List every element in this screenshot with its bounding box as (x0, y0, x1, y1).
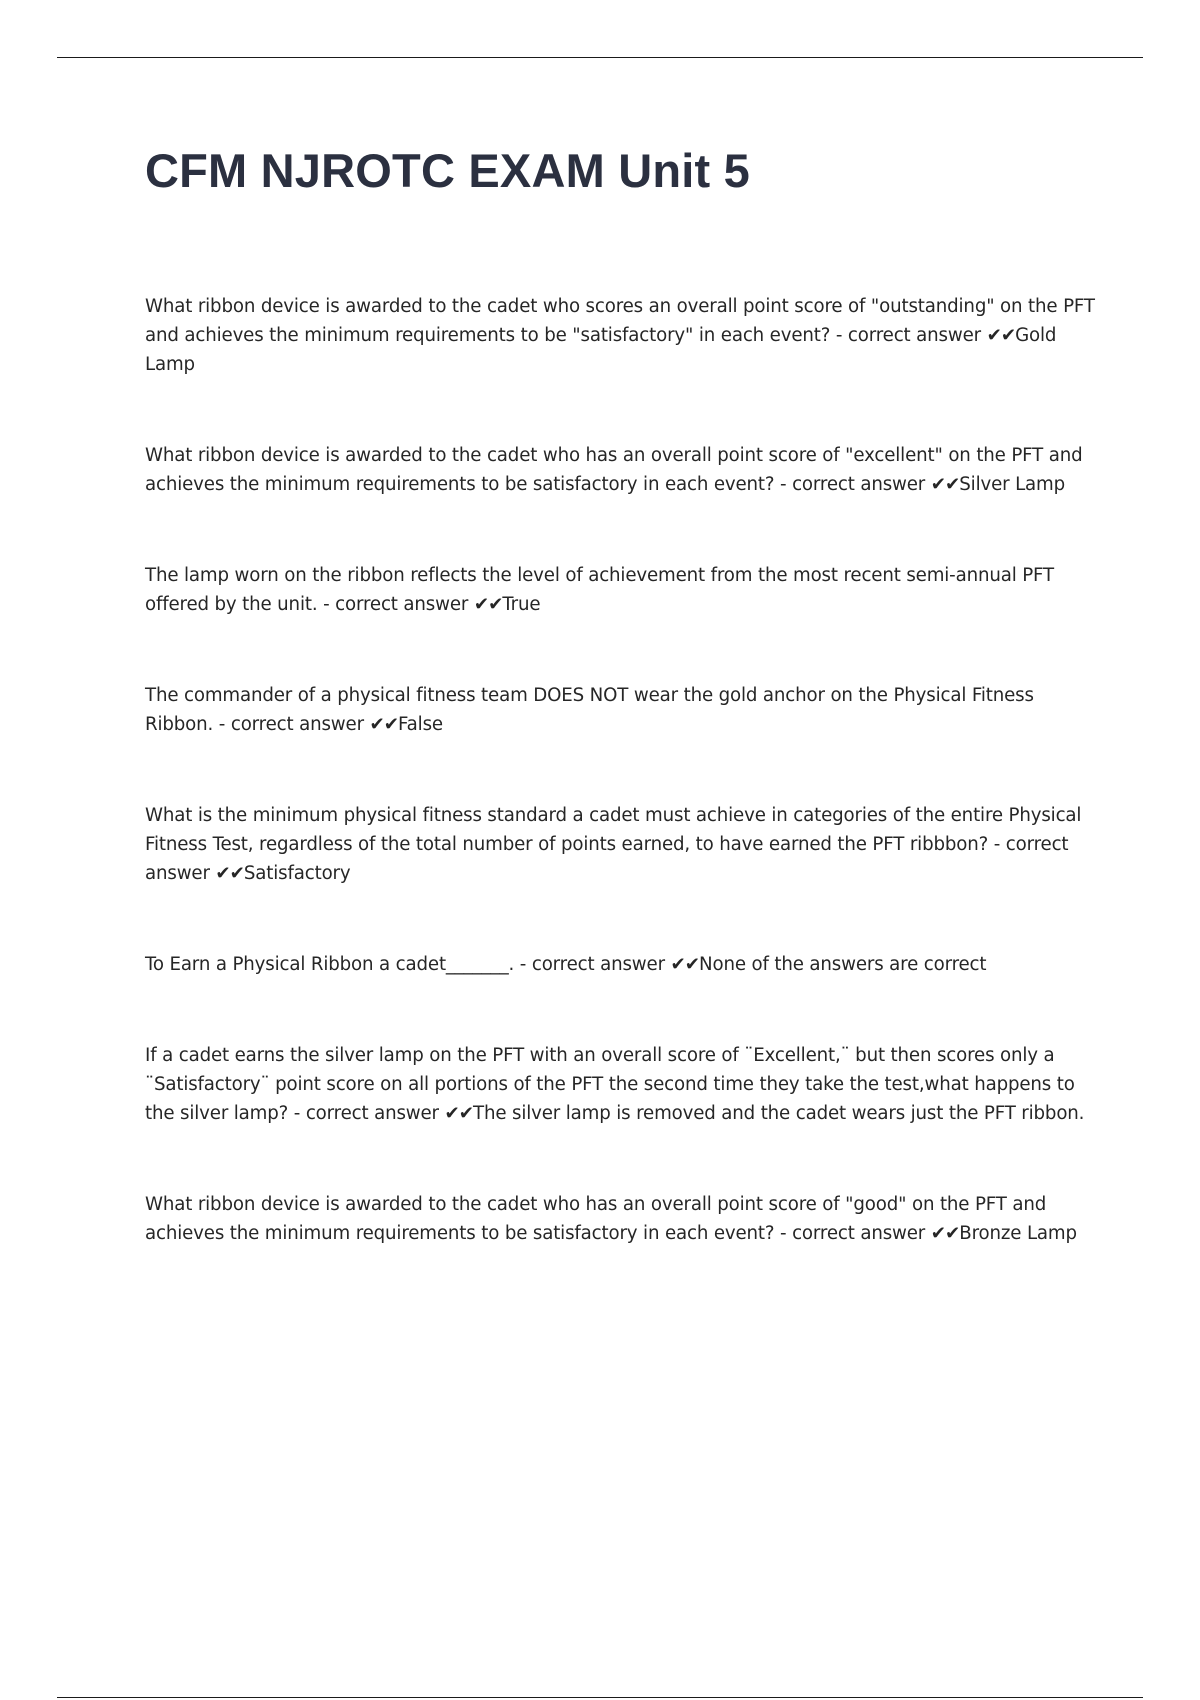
qa-item (145, 681, 1095, 739)
answer-separator: - correct answer (774, 474, 931, 495)
check-mark-icon: ✔✔ (930, 1223, 960, 1244)
answer-text: True (502, 594, 541, 615)
bottom-rule (57, 1697, 1143, 1698)
answer-text: Gold Lamp (145, 325, 1057, 375)
question-text: To Earn a Physical Ribbon a cadet_______. (145, 954, 515, 975)
check-mark-icon: ✔✔ (215, 863, 244, 884)
page-title: CFM NJROTC EXAM Unit 5 (145, 144, 750, 197)
question-text: What ribbon device is awarded to the cadet who has an overall point score of "good" on the PFT and achieves the minimum requirements to be satisfactory in each event? (145, 1194, 1047, 1244)
answer-separator: - correct answer (514, 954, 671, 975)
answer-separator: - correct answer (774, 1223, 931, 1244)
question-text: What ribbon device is awarded to the cadet who has an overall point score of "excellent" on the PFT and achieves the minimum requirements to be satisfactory in each event? (145, 445, 1083, 495)
check-mark-icon: ✔✔ (473, 594, 503, 615)
question-text: What is the minimum physical fitness standard a cadet must achieve in categories of the entire Physical Fitness Test, regardless of the total number of points earned, to have earned the PFT ribbbon? (145, 805, 1082, 855)
answer-text: The silver lamp is removed and the cadet wears just the PFT ribbon. (473, 1103, 1085, 1124)
answer-separator: - correct answer (830, 325, 987, 346)
answer-text: Bronze Lamp (959, 1223, 1077, 1244)
check-mark-icon: ✔✔ (930, 474, 960, 495)
qa-item (145, 1190, 1095, 1248)
check-mark-icon: ✔✔ (986, 325, 1016, 346)
question-text: The commander of a physical fitness team DOES NOT wear the gold anchor on the Physical Fitness Ribbon. (145, 685, 1034, 735)
top-rule (57, 57, 1143, 58)
answer-separator: - correct answer (145, 834, 1069, 884)
qa-list (145, 292, 1095, 1310)
answer-text: False (398, 714, 443, 735)
answer-separator: - correct answer (213, 714, 370, 735)
answer-text: Satisfactory (243, 863, 351, 884)
check-mark-icon: ✔✔ (670, 954, 700, 975)
qa-item (145, 801, 1095, 888)
answer-text: None of the answers are correct (699, 954, 987, 975)
question-text: The lamp worn on the ribbon reflects the level of achievement from the most recent semi-annual PFT offered by the unit. (145, 565, 1055, 615)
check-mark-icon: ✔✔ (369, 714, 399, 735)
qa-item (145, 441, 1095, 499)
answer-text: Silver Lamp (959, 474, 1066, 495)
qa-item (145, 292, 1095, 379)
qa-item (145, 1041, 1095, 1128)
answer-separator: - correct answer (288, 1103, 445, 1124)
check-mark-icon: ✔✔ (444, 1103, 473, 1124)
qa-item (145, 561, 1095, 619)
question-text: What ribbon device is awarded to the cadet who scores an overall point score of "outstanding" on the PFT and achieves the minimum requirements to be "satisfactory" in each event? (145, 296, 1095, 346)
answer-separator: - correct answer (317, 594, 474, 615)
question-text: If a cadet earns the silver lamp on the PFT with an overall score of ¨Excellent,¨ but then scores only a ¨Satisfactory¨ point score on all portions of the PFT the second time they take the test,what happens to the silver lamp? (145, 1045, 1075, 1124)
qa-item (145, 950, 1095, 979)
